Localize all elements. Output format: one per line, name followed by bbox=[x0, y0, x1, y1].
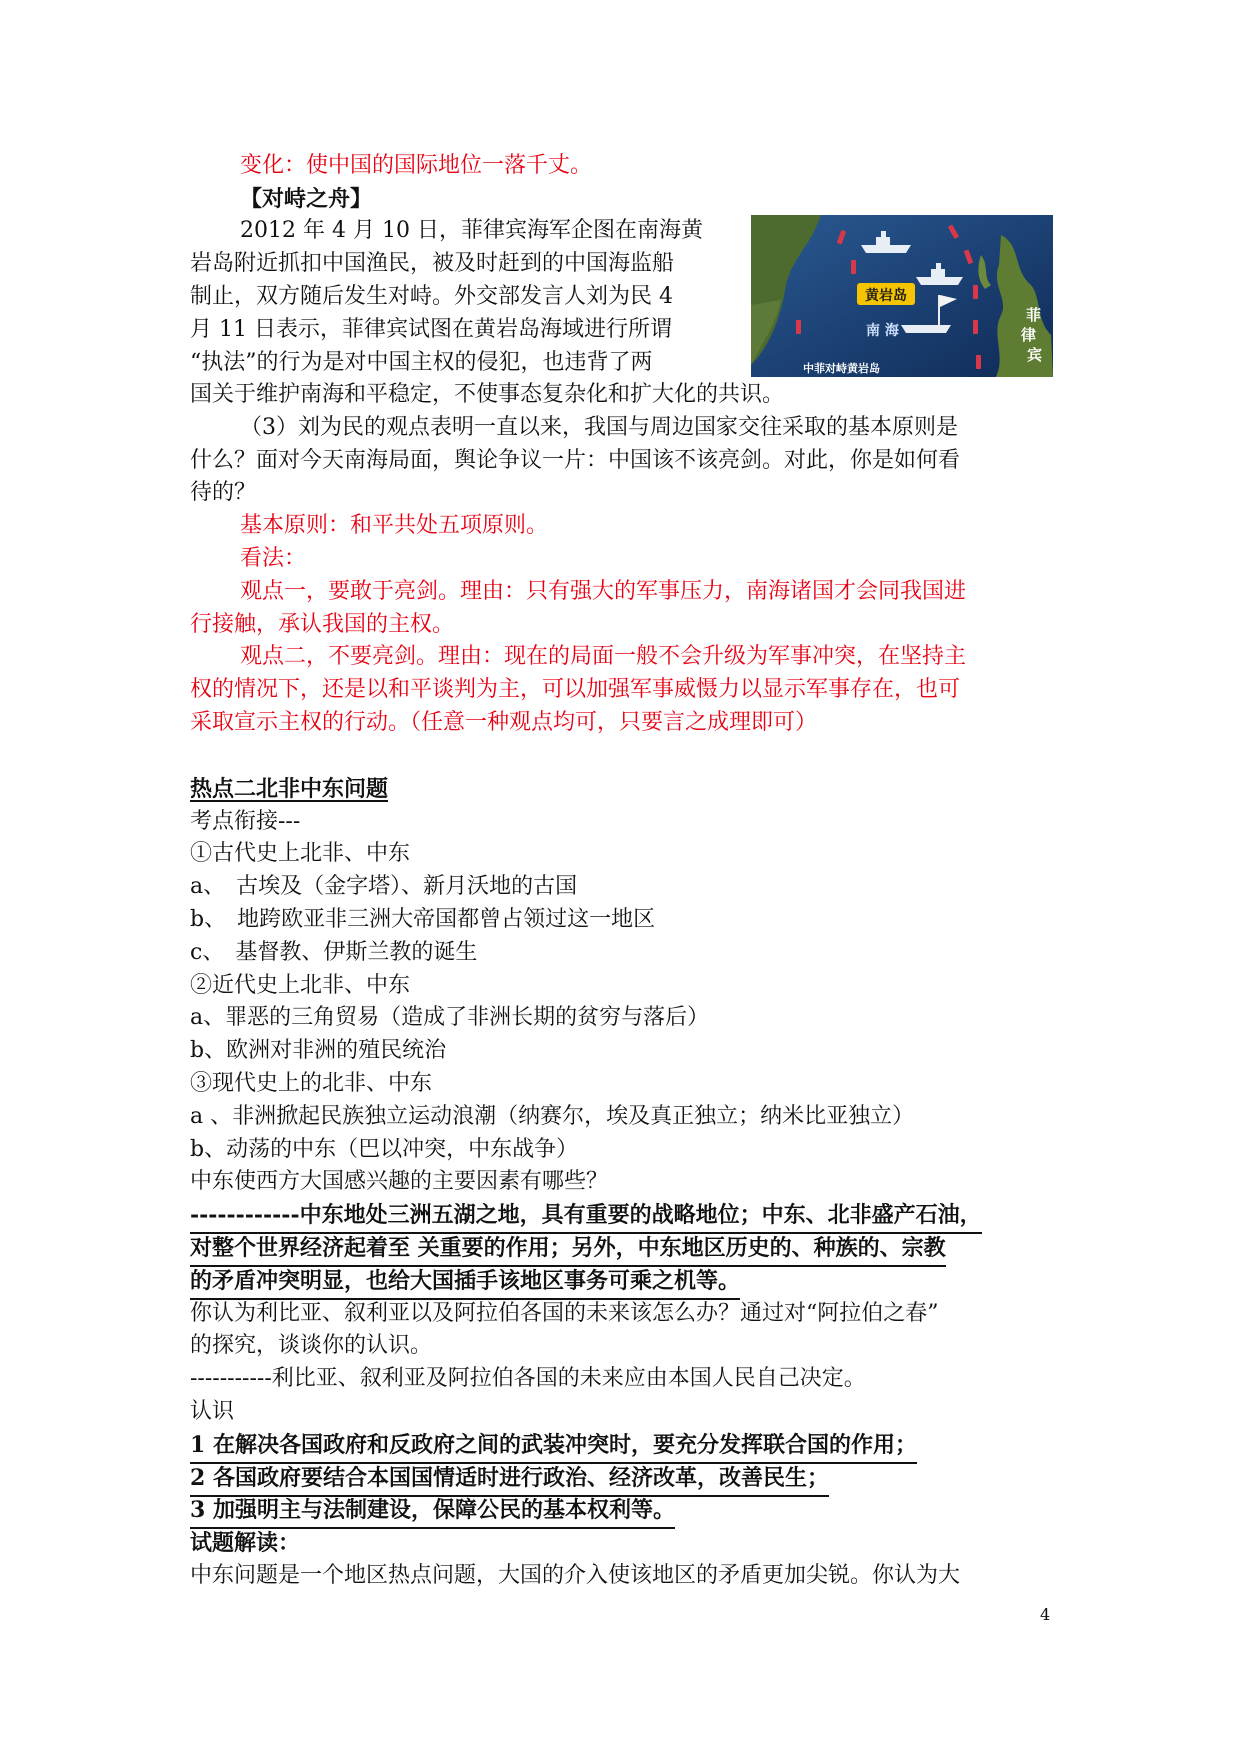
list-heading: ①古代史上北非、中东 bbox=[190, 841, 411, 866]
body-line: 制止，双方随后发生对峙。外交部发言人刘为民 4 bbox=[190, 284, 673, 309]
map-illustration bbox=[751, 215, 1053, 377]
map-label-country: 宾 bbox=[1027, 346, 1043, 364]
body-line: 2012 年 4 月 10 日，菲律宾海军企图在南海黄 bbox=[240, 218, 703, 243]
body-line: 认识 bbox=[190, 1399, 235, 1424]
answer-line: -----------利比亚、叙利亚及阿拉伯各国的未来应由本国人民自己决定。 bbox=[190, 1366, 866, 1391]
answer-view-one: 观点一，要敢于亮剑。理由：只有强大的军事压力，南海诸国才会同我国进 bbox=[240, 579, 967, 604]
answer-principle: 基本原则：和平共处五项原则。 bbox=[240, 513, 549, 538]
question-3: （3）刘为民的观点表明一直以来，我国与周边国家交往采取的基本原则是 bbox=[240, 415, 958, 440]
map-label-country: 律 bbox=[1021, 326, 1037, 344]
section-title-standoff: 【对峙之舟】 bbox=[240, 186, 373, 212]
answer-change: 变化：使中国的国际地位一落千丈。 bbox=[240, 153, 593, 178]
point-text: 1 在解决各国政府和反政府之间的武装冲突时，要充分发挥联合国的作用； bbox=[190, 1429, 917, 1464]
point-1 bbox=[190, 1429, 917, 1464]
exam-interpretation-title: 试题解读： bbox=[190, 1530, 301, 1556]
answer-text: 对整个世界经济起着至 关重要的作用；另外，中东地区历史的、种族的、宗教 bbox=[190, 1232, 946, 1267]
list-heading: ③现代史上的北非、中东 bbox=[190, 1071, 433, 1096]
list-item: b、欧洲对非洲的殖民统治 bbox=[190, 1038, 447, 1063]
body-line: “执法”的行为是对中国主权的侵犯，也违背了两 bbox=[190, 350, 653, 375]
body-line: 中东问题是一个地区热点问题，大国的介入使该地区的矛盾更加尖锐。你认为大 bbox=[190, 1563, 961, 1588]
body-line: 月 11 日表示，菲律宾试图在黄岩岛海域进行所谓 bbox=[190, 317, 672, 342]
answer-view-two: 观点二，不要亮剑。理由：现在的局面一般不会升级为军事冲突，在坚持主 bbox=[240, 644, 967, 669]
body-line: 考点衔接--- bbox=[190, 809, 301, 834]
answer-text: 的矛盾冲突明显，也给大国插手该地区事务可乘之机等。 bbox=[190, 1265, 740, 1300]
huangyan-island-map-image bbox=[751, 215, 1053, 377]
point-text: 3 加强明主与法制建设，保障公民的基本权利等。 bbox=[190, 1494, 675, 1529]
map-label-sea: 南 海 bbox=[866, 323, 899, 339]
point-2 bbox=[190, 1462, 829, 1497]
question-line: 的探究，谈谈你的认识。 bbox=[190, 1333, 433, 1358]
point-3 bbox=[190, 1494, 675, 1529]
answer-text: 东地处三洲五湖之地，具有重要的战略地位；中东、北非盛产石油， bbox=[322, 1199, 982, 1234]
list-heading: ②近代史上北非、中东 bbox=[190, 973, 411, 998]
body-line: 岩岛附近抓扣中国渔民，被及时赶到的中国海监船 bbox=[190, 251, 675, 276]
answer-line bbox=[190, 1265, 740, 1300]
question-3-cont: 待的？ bbox=[190, 480, 257, 505]
answer-view-two-cont: 采取宣示主权的行动。（任意一种观点均可，只要言之成理即可） bbox=[190, 710, 818, 735]
point-text: 2 各国政府要结合本国国情适时进行政治、经济改革，改善民生； bbox=[190, 1462, 829, 1497]
answer-view-one-cont: 行接触，承认我国的主权。 bbox=[190, 612, 455, 637]
list-item: a、罪恶的三角贸易（造成了非洲长期的贫穷与落后） bbox=[190, 1005, 710, 1030]
answer-line bbox=[190, 1232, 946, 1267]
map-caption: 中菲对峙黄岩岛 bbox=[803, 362, 880, 375]
list-item: a、 古埃及（金字塔）、新月沃地的古国 bbox=[190, 874, 578, 899]
page-number: 4 bbox=[1040, 1605, 1051, 1624]
map-label-island: 黄岩岛 bbox=[865, 288, 907, 304]
answer-line bbox=[190, 1199, 982, 1234]
list-item: b、动荡的中东（巴以冲突，中东战争） bbox=[190, 1137, 579, 1162]
answer-view-label: 看法： bbox=[240, 546, 307, 571]
question-3-cont: 什么？面对今天南海局面，舆论争议一片：中国该不该亮剑。对此，你是如何看 bbox=[190, 448, 961, 473]
map-label-country: 菲 bbox=[1026, 306, 1042, 324]
list-item: b、 地跨欧亚非三洲大帝国都曾占领过这一地区 bbox=[190, 907, 656, 932]
hotspot-two-title: 热点二北非中东问题 bbox=[190, 776, 389, 802]
body-line: 国关于维护南海和平稳定，不使事态复杂化和扩大化的共识。 bbox=[190, 382, 785, 407]
list-item: c、 基督教、伊斯兰教的诞生 bbox=[190, 940, 478, 965]
answer-view-two-cont: 权的情况下，还是以和平谈判为主，可以加强军事威慑力以显示军事存在，也可 bbox=[190, 677, 961, 702]
question-line: 你认为利比亚、叙利亚以及阿拉伯各国的未来该怎么办？通过对“阿拉伯之春” bbox=[190, 1301, 939, 1326]
answer-dashes: ------------中 bbox=[190, 1199, 322, 1234]
list-item: a 、非洲掀起民族独立运动浪潮（纳赛尔，埃及真正独立；纳米比亚独立） bbox=[190, 1104, 915, 1129]
question-line: 中东使西方大国感兴趣的主要因素有哪些？ bbox=[190, 1169, 609, 1194]
